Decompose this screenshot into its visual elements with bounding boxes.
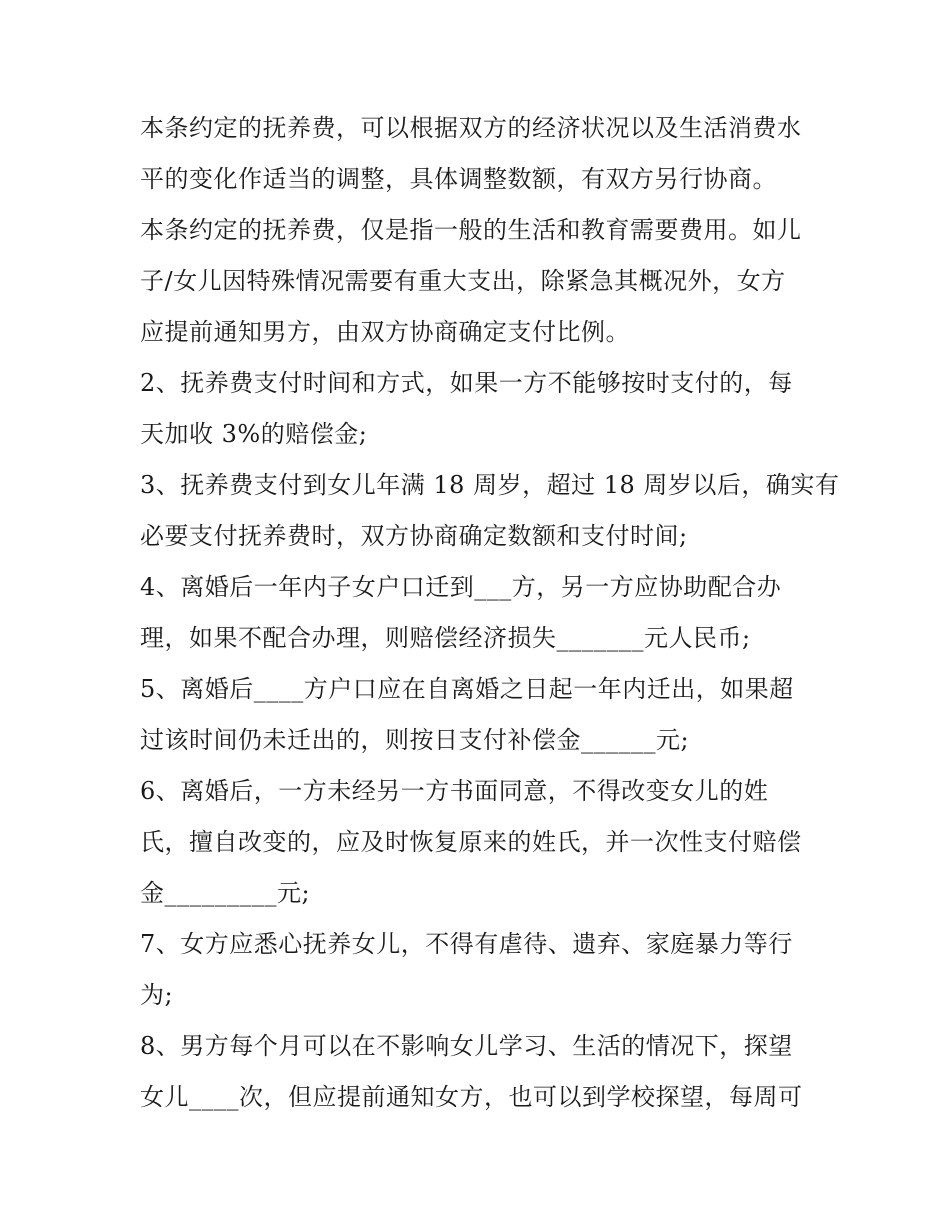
text-line: 女儿____次，但应提前通知女方，也可以到学校探望，每周可	[140, 1083, 803, 1111]
text-line: 氏，擅自改变的，应及时恢复原来的姓氏，并一次性支付赔偿	[140, 828, 802, 856]
text-line: 2、抚养费支付时间和方式，如果一方不能够按时支付的，每	[140, 369, 793, 397]
text-line: 必要支付抚养费时，双方协商确定数额和支付时间;	[140, 522, 688, 550]
text-line: 6、离婚后，一方未经另一方书面同意，不得改变女儿的姓	[140, 777, 769, 805]
text-line: 平的变化作适当的调整，具体调整数额，有双方另行协商。	[140, 165, 777, 193]
text-line: 本条约定的抚养费，仅是指一般的生活和教育需要费用。如儿	[140, 216, 802, 244]
text-line: 天加收 3%的赔偿金;	[140, 420, 368, 448]
text-line: 应提前通知男方，由双方协商确定支付比例。	[140, 318, 630, 346]
text-line: 为;	[140, 981, 174, 1009]
text-line: 理，如果不配合办理，则赔偿经济损失_______元人民币;	[140, 624, 751, 652]
text-line: 4、离婚后一年内子女户口迁到___方，另一方应协助配合办	[140, 573, 782, 601]
text-line: 8、男方每个月可以在不影响女儿学习、生活的情况下，探望	[140, 1032, 793, 1060]
text-line: 7、女方应悉心抚养女儿，不得有虐待、遗弃、家庭暴力等行	[140, 930, 793, 958]
text-line: 过该时间仍未迁出的，则按日支付补偿金______元;	[140, 726, 690, 754]
text-line: 本条约定的抚养费，可以根据双方的经济状况以及生活消费水	[140, 114, 802, 142]
text-line: 子/女儿因特殊情况需要有重大支出，除紧急其概况外，女方	[140, 267, 786, 295]
text-line: 5、离婚后____方户口应在自离婚之日起一年内迁出，如果超	[140, 675, 794, 703]
document-body	[140, 103, 840, 1123]
text-line: 3、抚养费支付到女儿年满 18 周岁，超过 18 周岁以后，确实有	[140, 471, 840, 499]
text-line: 金_________元;	[140, 879, 311, 907]
